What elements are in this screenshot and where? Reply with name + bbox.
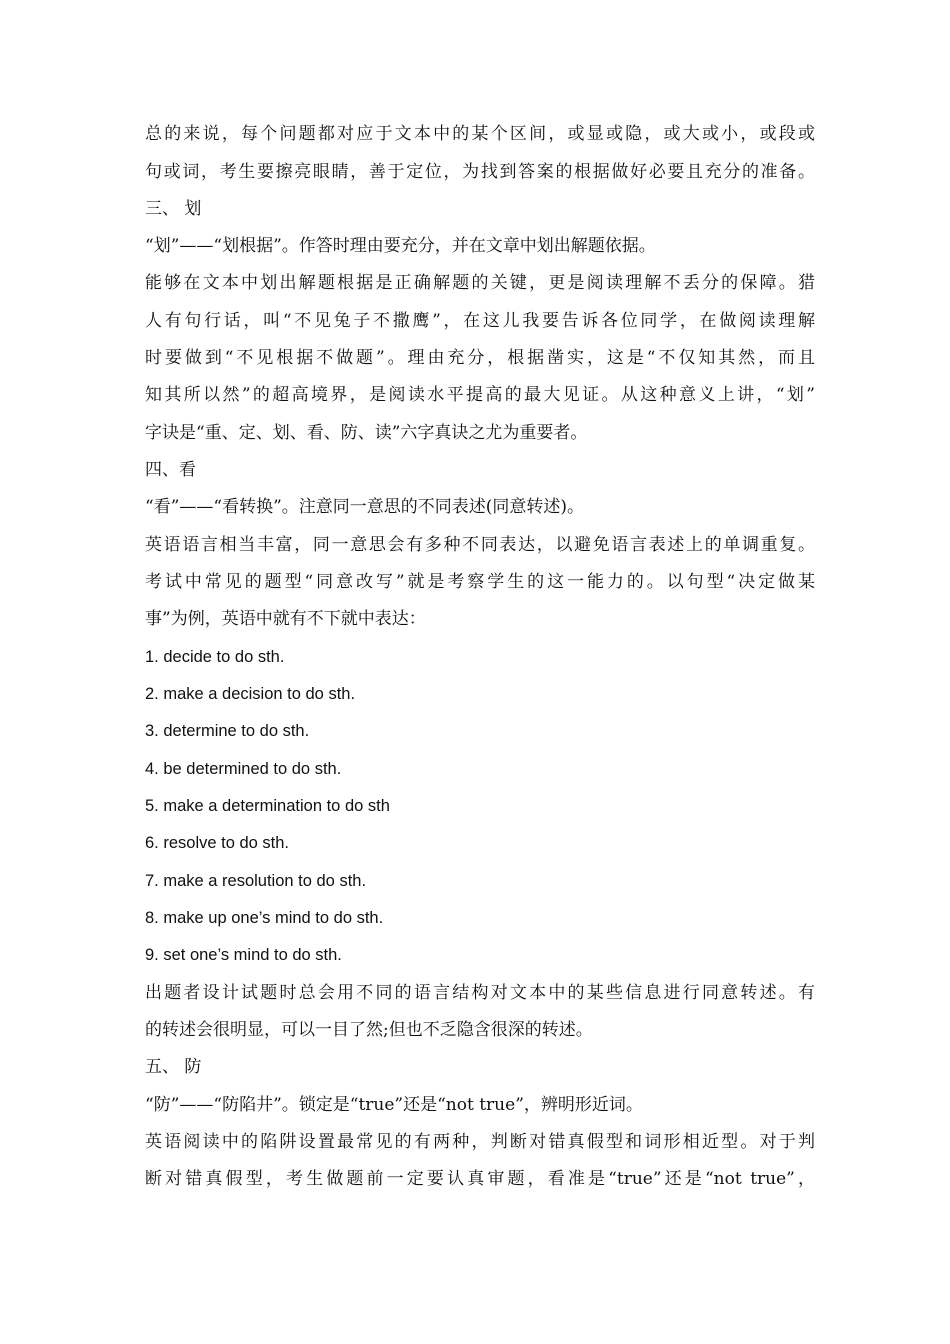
paragraph-line: 英语语言相当丰富，同一意思会有多种不同表达，以避免语言表述上的单调重复。: [145, 535, 815, 555]
list-item: 2. make a decision to do sth.: [145, 685, 356, 703]
list-item: 4. be determined to do sth.: [145, 760, 342, 778]
paragraph-line: 时要做到“不见根据不做题”。理由充分，根据凿实，这是“不仅知其然，而且: [145, 348, 815, 368]
list-item: 6. resolve to do sth.: [145, 834, 289, 852]
list-item: 7. make a resolution to do sth.: [145, 872, 367, 890]
paragraph-line: 的转述会很明显，可以一目了然;但也不乏隐含很深的转述。: [145, 1020, 593, 1040]
section-summary: “划”——“划根据”。作答时理由要充分，并在文章中划出解题依据。: [145, 236, 656, 256]
list-item: 1. decide to do sth.: [145, 648, 285, 666]
section-summary: “防”——“防陷井”。锁定是“true”还是“not true”，辨明形近词。: [145, 1095, 643, 1115]
paragraph-line: 总的来说，每个问题都对应于文本中的某个区间，或显或隐，或大或小，或段或: [145, 124, 815, 144]
list-item: 5. make a determination to do sth: [145, 797, 390, 815]
paragraph-line: 事”为例，英语中就有不下就中表达：: [145, 609, 426, 629]
paragraph-line: 考试中常见的题型“同意改写”就是考察学生的这一能力的。以句型“决定做某: [145, 572, 815, 592]
list-item: 3. determine to do sth.: [145, 722, 310, 740]
paragraph-line: 字诀是“重、定、划、看、防、读”六字真诀之尤为重要者。: [145, 423, 588, 443]
paragraph-line: 出题者设计试题时总会用不同的语言结构对文本中的某些信息进行同意转述。有: [145, 983, 815, 1003]
section-heading: 四、看: [145, 460, 196, 480]
paragraph-line: 句或词，考生要擦亮眼睛，善于定位，为找到答案的根据做好必要且充分的准备。: [145, 162, 815, 182]
paragraph-line: 断对错真假型，考生做题前一定要认真审题，看准是“true”还是“not true”，: [145, 1169, 815, 1189]
section-heading: 五、 防: [145, 1057, 202, 1077]
section-heading: 三、 划: [145, 199, 202, 219]
paragraph-line: 人有句行话，叫“不见兔子不撒鹰”，在这儿我要告诉各位同学，在做阅读理解: [145, 311, 815, 331]
list-item: 8. make up one’s mind to do sth.: [145, 909, 384, 927]
paragraph-line: 英语阅读中的陷阱设置最常见的有两种，判断对错真假型和词形相近型。对于判: [145, 1132, 815, 1152]
list-item: 9. set one’s mind to do sth.: [145, 946, 342, 964]
paragraph-line: 知其所以然”的超高境界，是阅读水平提高的最大见证。从这种意义上讲，“划”: [145, 385, 815, 405]
section-summary: “看”——“看转换”。注意同一意思的不同表述(同意转述)。: [145, 497, 585, 517]
paragraph-line: 能够在文本中划出解题根据是正确解题的关键，更是阅读理解不丢分的保障。猎: [145, 273, 815, 293]
